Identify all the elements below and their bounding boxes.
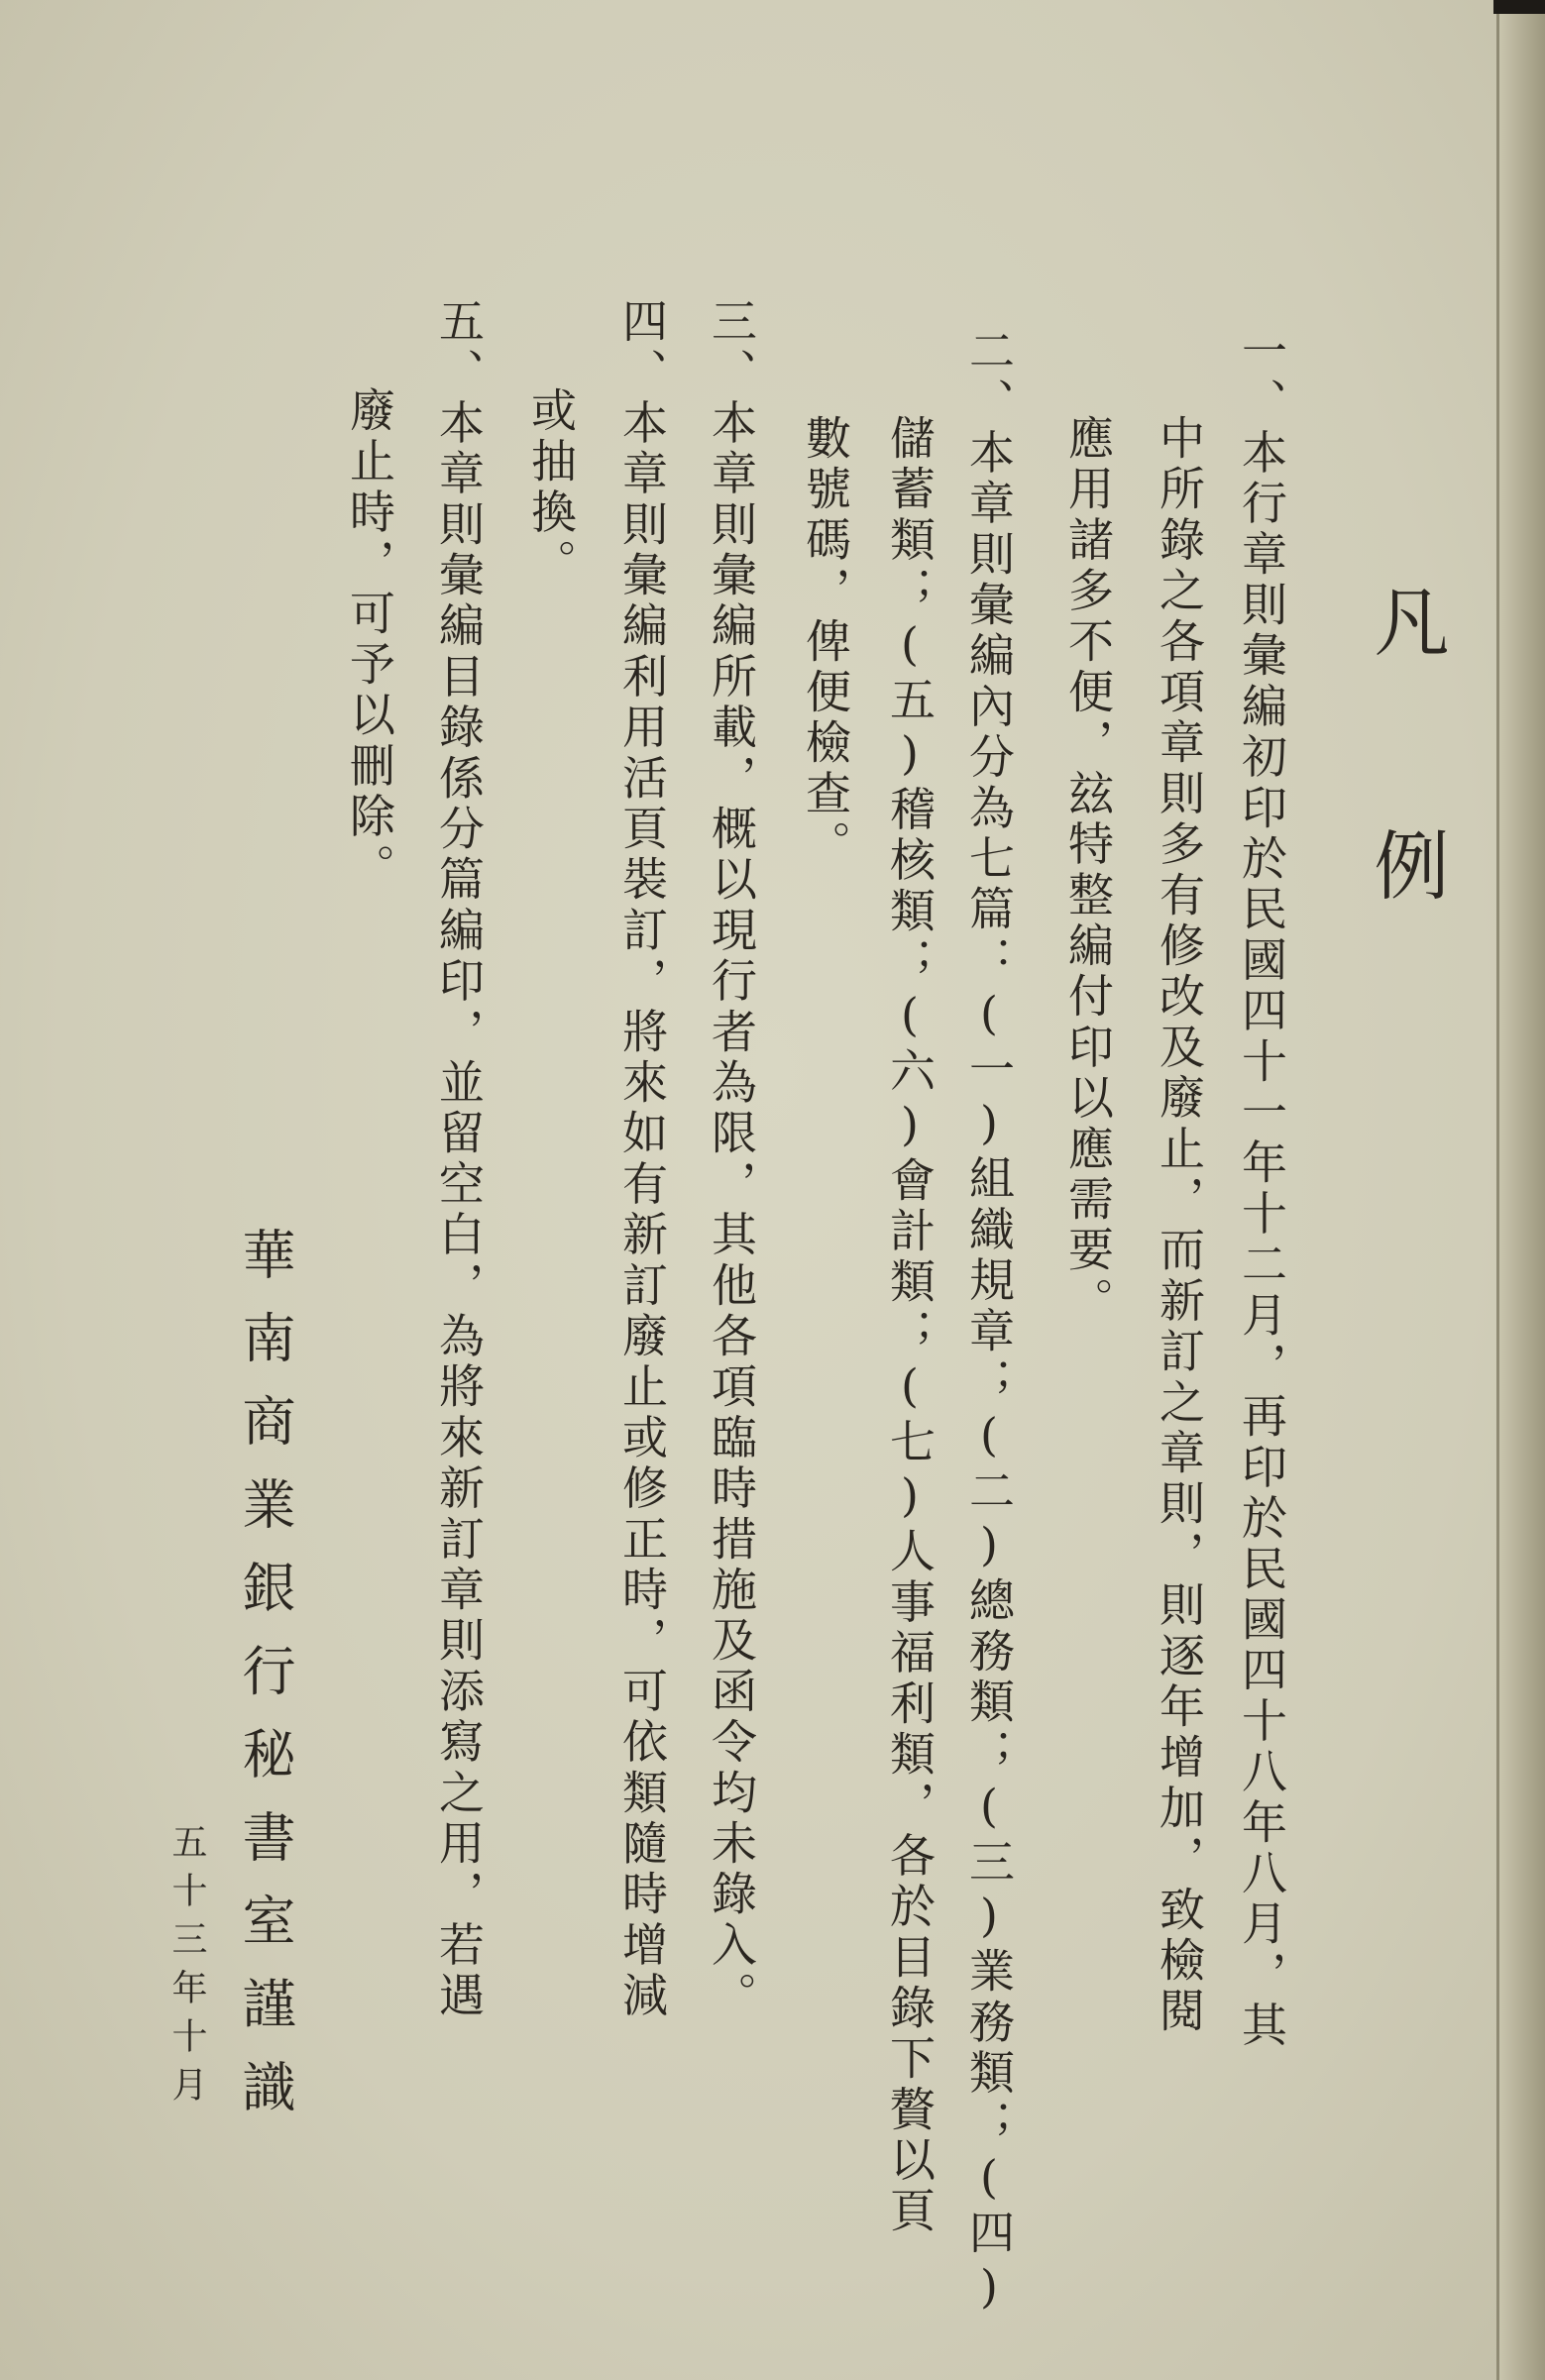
corner-mark	[1493, 0, 1545, 14]
signature: 華南商業銀行秘書室謹識	[234, 1227, 296, 2142]
page-fold-line	[1496, 0, 1499, 2380]
item-1-line-1: 一、本行章則彙編初印於民國四十一年十二月，再印於民國四十八年八月，其	[1235, 327, 1288, 2052]
item-3-line-1: 三、本章則彙編所載，概以現行者為限，其他各項臨時措施及函令均未錄入。	[705, 297, 758, 2022]
item-5-line-1: 五、本章則彙編目錄係分篇編印，並留空白，為將來新訂章則添寫之用，若遇	[432, 297, 486, 2022]
item-1-line-2: 中所錄之各項章則多有修改及廢止，而新訂之章則，則逐年增加，致檢閱	[1153, 414, 1206, 2038]
item-4-line-1: 四、本章則彙編利用活頁裝訂，將來如有新訂廢止或修正時，可依類隨時增減	[615, 297, 669, 2022]
date: 五十三年十月	[166, 1823, 207, 2114]
item-4-line-2: 或抽換。	[524, 386, 578, 590]
item-2-line-1: 二、本章則彙編內分為七篇：(一)組織規章；(二)總務類；(三)業務類；(四)	[962, 327, 1016, 2319]
page-gutter-edge	[1499, 0, 1545, 2380]
item-2-line-3: 數號碼，俾便檢查。	[799, 414, 852, 871]
item-1-line-3: 應用諸多不便，玆特整編付印以應需要。	[1061, 414, 1115, 1328]
page-title: 凡例	[1362, 583, 1450, 1070]
item-2-line-2: 儲蓄類；(五)稽核類；(六)會計類；(七)人事福利類，各於目錄下贅以頁	[883, 414, 937, 2237]
item-5-line-2: 廢止時，可予以刪除。	[343, 386, 396, 894]
